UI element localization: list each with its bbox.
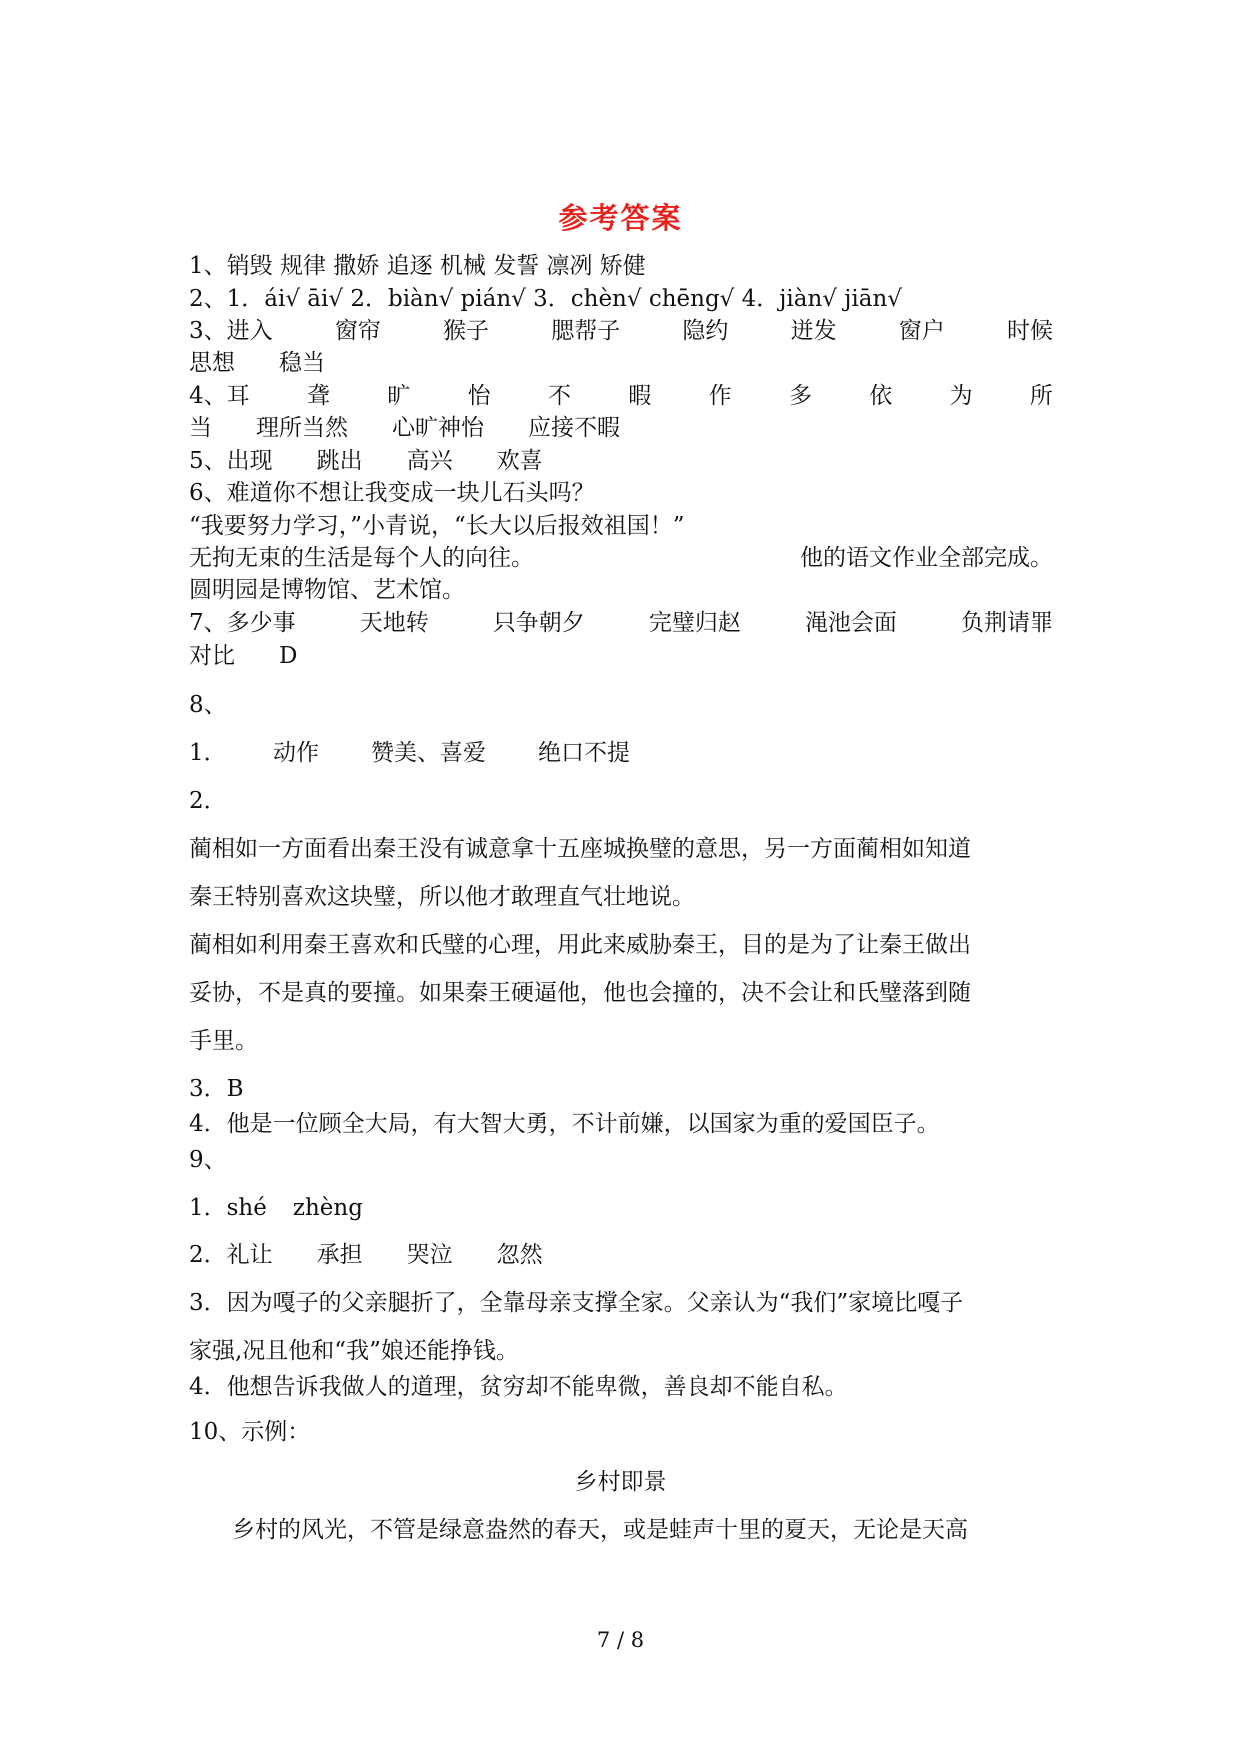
answer-3-item: 时候 xyxy=(1006,318,1053,344)
answer-4-char: 不 xyxy=(547,383,571,409)
answer-8-item: 绝口不提 xyxy=(538,740,630,766)
answer-7-item: D xyxy=(279,643,298,669)
page-title: 参考答案 xyxy=(558,201,683,235)
answer-4-item: 理所当然 xyxy=(256,415,348,441)
answer-5-item: 出现 xyxy=(226,448,273,474)
answer-7-item: 负荆请罪 xyxy=(960,610,1053,636)
answer-4-char: 作 xyxy=(708,383,732,409)
answer-2: 2、1．ái√ āi√ 2．biàn√ pián√ 3．chèn√ chēng√ 4．jiàn√ jiān√ xyxy=(189,286,902,312)
essay-title: 乡村即景 xyxy=(574,1469,667,1495)
answer-8-sub-3: 3．B xyxy=(189,1076,244,1102)
answer-4-item: 当 xyxy=(189,415,212,441)
answer-3-line-2 xyxy=(189,347,369,379)
answer-8-paragraph: 手里。 xyxy=(189,1028,258,1054)
answer-6-sentence: 他的语文作业全部完成。 xyxy=(800,545,1053,571)
answer-4-char: 多 xyxy=(788,383,812,409)
answer-7-line-2 xyxy=(189,640,341,672)
answer-9-item: 哭泣 xyxy=(406,1242,453,1268)
answer-6-sentence: 无拘无束的生活是每个人的向往。 xyxy=(189,545,534,571)
answer-3-item: 猴子 xyxy=(443,318,490,344)
answer-4-item: 心旷神怡 xyxy=(392,415,484,441)
answer-7-line-1 xyxy=(189,607,1053,639)
answer-3-label: 3、 xyxy=(189,318,227,344)
answer-8-paragraph: 秦王特别喜欢这块璧，所以他才敢理直气壮地说。 xyxy=(189,884,695,910)
answer-9-item: zhèng xyxy=(292,1195,363,1221)
answer-3-item: 隐约 xyxy=(682,318,729,344)
essay-paragraph: 乡村的风光，不管是绿意盎然的春天，或是蛙声十里的夏天，无论是天高 xyxy=(232,1517,968,1543)
page-number: 7 / 8 xyxy=(596,1628,645,1652)
answer-4-line-1 xyxy=(189,380,1053,412)
answer-3-item: 进入 xyxy=(226,318,273,344)
answer-7-item: 只争朝夕 xyxy=(492,610,585,636)
answer-7-item: 天地转 xyxy=(359,610,429,636)
answer-6-line-2: “我要努力学习，”小青说，“长大以后报效祖国！” xyxy=(189,513,685,539)
answer-9-item: 1．shé xyxy=(189,1195,267,1221)
answer-3-item: 迸发 xyxy=(790,318,837,344)
answer-8-paragraph: 妥协，不是真的要撞。如果秦王硬逼他，他也会撞的，决不会让和氏璧落到随 xyxy=(189,980,971,1006)
answer-8-label: 8、 xyxy=(189,692,227,718)
answer-4-char: 旷 xyxy=(387,383,411,409)
answer-8-sub-4: 4．他是一位顾全大局，有大智大勇，不计前嫌，以国家为重的爱国臣子。 xyxy=(189,1111,940,1137)
answer-1: 1、销毁 规律 撒娇 追逐 机械 发誓 凛冽 矫健 xyxy=(189,253,646,279)
answer-3-item: 窗户 xyxy=(898,318,945,344)
answer-5 xyxy=(189,445,587,477)
answer-7-item: 完璧归赵 xyxy=(648,610,741,636)
answer-9-item: 忽然 xyxy=(496,1242,543,1268)
answer-3-item: 腮帮子 xyxy=(551,318,621,344)
answer-9-sub-3: 3．因为嘎子的父亲腿折了，全靠母亲支撑全家。父亲认为“我们”家境比嘎子 xyxy=(189,1290,964,1316)
answer-5-item: 欢喜 xyxy=(496,448,543,474)
answer-6-line-3 xyxy=(189,542,1053,574)
answer-5-label: 5、 xyxy=(189,448,227,474)
answer-8-sub-1 xyxy=(189,737,630,769)
answer-10-label: 10、示例： xyxy=(189,1419,311,1445)
answer-9-sub-4: 4．他想告诉我做人的道理，贫穷却不能卑微，善良却不能自私。 xyxy=(189,1374,848,1400)
answer-9-sub-2 xyxy=(189,1239,587,1271)
answer-7-label: 7、 xyxy=(189,610,227,636)
answer-8-sub-2-label: 2． xyxy=(189,788,227,814)
answer-3-item: 窗帘 xyxy=(334,318,381,344)
answer-4-item: 应接不暇 xyxy=(528,415,620,441)
answer-9-sub-3-cont: 家强,况且他和“我”娘还能挣钱。 xyxy=(189,1338,519,1364)
answer-8-paragraph: 蔺相如一方面看出秦王没有诚意拿十五座城换璧的意思，另一方面蔺相如知道 xyxy=(189,836,971,862)
answer-4-char: 耳 xyxy=(226,383,250,409)
answer-9-item: 承担 xyxy=(316,1242,363,1268)
answer-4-char: 所 xyxy=(1029,383,1053,409)
answer-3-item: 稳当 xyxy=(279,350,325,376)
answer-8-item: 动作 xyxy=(273,740,319,766)
answer-4-char: 为 xyxy=(949,383,973,409)
answer-4-char: 怡 xyxy=(467,383,491,409)
answer-9-label: 9、 xyxy=(189,1147,227,1173)
answer-8-paragraph: 蔺相如利用秦王喜欢和氏璧的心理，用此来威胁秦王，目的是为了让秦王做出 xyxy=(189,932,971,958)
answer-4-line-2 xyxy=(189,412,664,444)
answer-4-char: 依 xyxy=(869,383,893,409)
answer-7-item: 渑池会面 xyxy=(804,610,897,636)
answer-9-sub-1 xyxy=(189,1192,363,1224)
answer-4-char: 暇 xyxy=(628,383,652,409)
answer-3-line-1 xyxy=(189,315,1053,347)
answer-8-sub-label: 1． xyxy=(189,740,227,766)
answer-6-line-4: 圆明园是博物馆、艺术馆。 xyxy=(189,577,465,603)
answer-4-char: 聋 xyxy=(306,383,330,409)
answer-5-item: 高兴 xyxy=(406,448,453,474)
answer-4-label: 4、 xyxy=(189,383,227,409)
answer-3-item: 思想 xyxy=(189,350,235,376)
answer-9-item: 2．礼让 xyxy=(189,1242,273,1268)
answer-8-item: 赞美、喜爱 xyxy=(371,740,486,766)
answer-6-line-1: 6、难道你不想让我变成一块儿石头吗？ xyxy=(189,480,595,506)
answer-5-item: 跳出 xyxy=(316,448,363,474)
answer-7-item: 多少事 xyxy=(226,610,296,636)
answer-7-item: 对比 xyxy=(189,643,235,669)
